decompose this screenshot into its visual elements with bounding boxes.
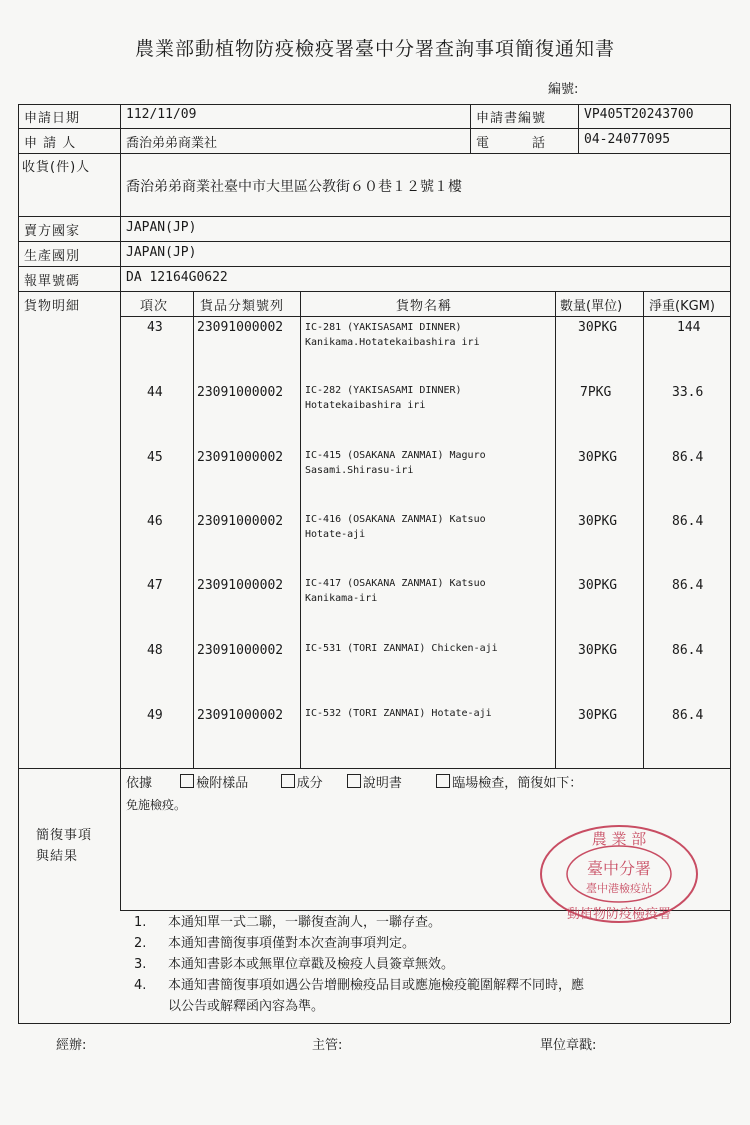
consignee-label: 收貨(件)人 [22, 160, 91, 175]
row-code: 23091000002 [197, 643, 284, 658]
declaration-number-label: 報單號碼 [24, 274, 81, 289]
official-seal [536, 818, 702, 926]
row-code: 23091000002 [197, 708, 284, 723]
row-item: 48 [147, 643, 163, 658]
row-item: 49 [147, 708, 163, 723]
row-name-line2: Sasami.Shirasu-iri [305, 465, 414, 476]
row-weight: 86.4 [672, 708, 704, 723]
row-item: 45 [147, 450, 163, 465]
manual-checkbox[interactable] [347, 774, 361, 788]
column-header-quantity: 數量(單位) [560, 299, 623, 314]
row-code: 23091000002 [197, 578, 284, 593]
row-name-line2: Hotate-aji [305, 529, 366, 540]
seller-country-label: 賣方國家 [24, 224, 81, 239]
note-text: 以公告或解釋函內容為準。 [168, 999, 325, 1014]
sample-option-label: 檢附樣品 [196, 776, 249, 791]
row-weight: 86.4 [672, 514, 704, 529]
result-section-label-1: 簡復事項 [36, 828, 93, 843]
row-quantity: 30PKG [578, 514, 618, 529]
note-text: 本通知書影本或無單位章戳及檢疫人員簽章無效。 [168, 957, 455, 972]
applicant-label: 申 請 人 [24, 136, 77, 151]
manual-option-label: 說明書 [362, 776, 402, 791]
column-header-code: 貨品分類號列 [200, 299, 285, 314]
row-name-line1: IC-531 (TORI ZANMAI) Chicken-aji [305, 643, 498, 654]
seller-country-value: JAPAN(JP) [126, 220, 197, 235]
column-header-item: 項次 [140, 299, 169, 314]
row-item: 44 [147, 385, 163, 400]
note-number: 1. [134, 915, 147, 930]
row-name-line2: Kanikama-iri [305, 593, 378, 604]
goods-section-label: 貨物明細 [24, 299, 81, 314]
row-weight: 86.4 [672, 578, 704, 593]
row-name-line1: IC-532 (TORI ZANMAI) Hotate-aji [305, 708, 492, 719]
row-name-line1: IC-281 (YAKISASAMI DINNER) [305, 322, 462, 333]
ingredient-checkbox[interactable] [281, 774, 295, 788]
row-code: 23091000002 [197, 385, 284, 400]
row-quantity: 30PKG [578, 643, 618, 658]
document-title: 農業部動植物防疫檢疫署臺中分署查詢事項簡復通知書 [134, 38, 615, 60]
basis-line [126, 772, 582, 791]
note-text: 本通知單一式二聯，一聯復查詢人，一聯存查。 [168, 915, 442, 930]
unit-seal-label: 單位章戳: [540, 1038, 597, 1053]
seal-ring-text: 動植物防疫檢疫署 [566, 907, 672, 922]
form-number-value: VP405T20243700 [584, 107, 694, 122]
basis-label: 依據 [126, 776, 153, 791]
column-header-weight: 淨重(KGM) [649, 299, 715, 314]
origin-country-label: 生產國別 [24, 249, 81, 264]
seal-top-text: 農 業 部 [591, 830, 647, 848]
declaration-number-value: DA 12164G0622 [126, 270, 228, 285]
row-weight: 33.6 [672, 385, 704, 400]
onsite-inspection-checkbox[interactable] [436, 774, 450, 788]
row-weight: 86.4 [672, 643, 704, 658]
sample-checkbox[interactable] [180, 774, 194, 788]
row-code: 23091000002 [197, 450, 284, 465]
seal-middle-text: 臺中分署 [586, 859, 652, 878]
row-code: 23091000002 [197, 320, 284, 335]
onsite-inspection-option-label: 臨場檢查，簡復如下： [452, 776, 583, 791]
row-item: 47 [147, 578, 163, 593]
phone-value: 04-24077095 [584, 132, 671, 147]
note-number: 4. [134, 978, 147, 993]
row-item: 43 [147, 320, 163, 335]
phone-label: 電 話 [476, 136, 547, 151]
row-name-line1: IC-417 (OSAKANA ZANMAI) Katsuo [305, 578, 486, 589]
row-weight: 86.4 [672, 450, 704, 465]
row-name-line2: Kanikama.Hotatekaibashira iri [305, 337, 480, 348]
applicant-value: 喬治弟弟商業社 [126, 136, 218, 151]
supervisor-label: 主管: [312, 1038, 343, 1053]
note-text: 本通知書簡復事項如遇公告增刪檢疫品目或應施檢疫範圍解釋不同時，應 [168, 978, 585, 993]
row-name-line1: IC-415 (OSAKANA ZANMAI) Maguro [305, 450, 486, 461]
row-quantity: 30PKG [578, 708, 618, 723]
note-number: 2. [134, 936, 147, 951]
row-code: 23091000002 [197, 514, 284, 529]
seal-sub-text: 臺中港檢疫站 [586, 882, 652, 895]
row-quantity: 30PKG [578, 320, 618, 335]
handler-label: 經辦: [56, 1038, 87, 1053]
row-name-line1: IC-416 (OSAKANA ZANMAI) Katsuo [305, 514, 486, 525]
row-item: 46 [147, 514, 163, 529]
row-quantity: 30PKG [578, 450, 618, 465]
form-number-label: 申請書編號 [476, 111, 547, 126]
result-text: 免施檢疫。 [126, 798, 187, 812]
consignee-value: 喬治弟弟商業社臺中市大里區公教街６０巷１２號１樓 [126, 179, 462, 195]
result-section-label-2: 與結果 [36, 849, 79, 864]
row-quantity: 30PKG [578, 578, 618, 593]
ingredient-option-label: 成分 [296, 776, 323, 791]
row-quantity: 7PKG [580, 385, 612, 400]
row-name-line1: IC-282 (YAKISASAMI DINNER) [305, 385, 462, 396]
note-text: 本通知書簡復事項僅對本次查詢事項判定。 [168, 936, 416, 951]
note-number: 3. [134, 957, 147, 972]
application-date-label: 申請日期 [24, 111, 81, 126]
serial-number-label: 編號: [548, 82, 579, 97]
column-header-name: 貨物名稱 [396, 299, 453, 314]
application-date-value: 112/11/09 [126, 107, 197, 122]
row-name-line2: Hotatekaibashira iri [305, 400, 426, 411]
row-weight: 144 [677, 320, 701, 335]
origin-country-value: JAPAN(JP) [126, 245, 197, 260]
